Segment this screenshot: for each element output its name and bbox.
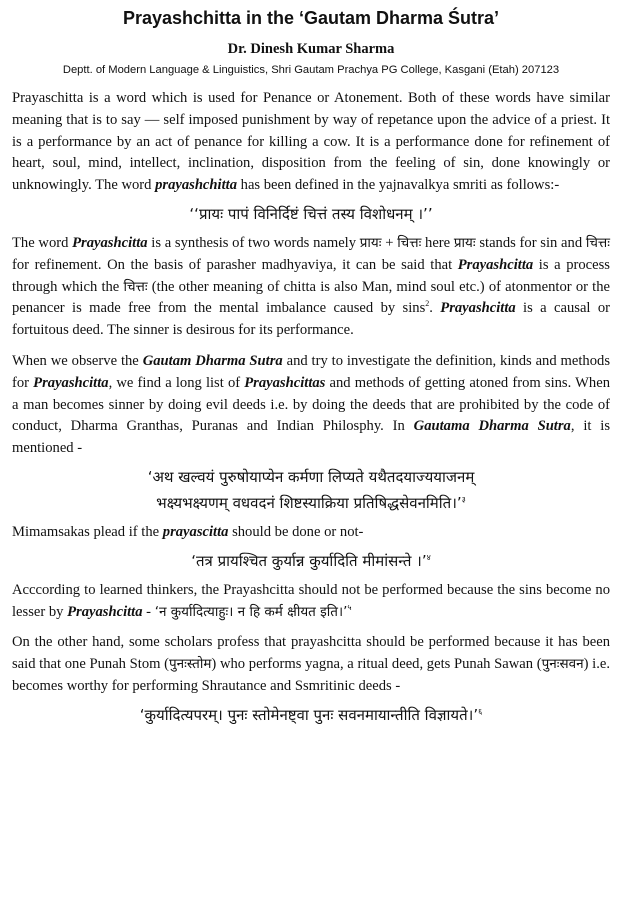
para4-term: prayascitta [162,523,229,540]
para2-term-3: Prayashcitta [440,300,516,317]
para2-text-5: for refinement. On the basis of parasher madhyaviya, it can be said that [12,256,458,273]
para2-devanagari-3: प्रायः [453,234,476,251]
para3-term-3: Prayashcittas [244,374,326,391]
para5-devanagari: ‘न कुर्यादित्याहुः। न हि कर्म क्षीयत इति।’ [154,603,348,620]
para2-text-1: The word [12,234,73,251]
para2-devanagari-4: चित्तः [585,234,610,251]
para3-text-3: , we find a long list of [108,374,245,391]
para2-text-6: is a process through which the [12,256,610,295]
para1-term: prayashchitta [155,177,237,194]
document-page [12,6,610,734]
author-affiliation: Deptt. of Modern Language & Linguistics, Shri Gautam Prachya PG College, Kasgani (Etah) 207123 [62,64,560,76]
footnote-ref-3: ३ [461,494,466,504]
verse-2 [12,464,610,516]
para3-text-4: and methods of getting atoned from sins. When a man becomes sinner by doing evil deeds i.e. by doing the deeds that are prohibited by the code of conduct, Dharma Granthas, Puranas and Indian Philosphy. In [12,374,610,435]
verse-2-line-1: ‘अथ खल्वयं पुरुषोयाप्येन कर्मणा लिप्यते यथैतदयाज्ययाजनम् [147,467,475,486]
para6-text-2: ) who performs yagna, a ritual deed, gets Punah Sawan ( [211,656,542,673]
para3-text-1: When we observe the [12,352,143,369]
para6-devanagari-2: पुनःसवन [541,656,584,673]
footnote-ref-2: 2 [425,299,430,309]
para2-text-9: is a causal or fortuitous deed. The sinner is desirous for its performance. [12,300,610,339]
para2-text-8: . [429,300,441,317]
paragraph-4 [12,522,610,544]
para3-text-5: , it is mentioned - [12,418,611,457]
verse-2-line-2-text: भक्ष्यभक्ष्यणम् वधवदनं शिष्टस्याक्रिया प्रतिषिद्धसेवनमिति।’ [156,493,462,512]
para3-term-1: Gautam Dharma Sutra [142,352,283,369]
author-name: Dr. Dinesh Kumar Sharma [227,41,395,57]
para3-term-2: Prayashcitta [33,374,109,391]
verse-2-line-2 [12,490,610,516]
para2-devanagari-1: प्रायः [359,234,382,251]
para2-text-2: is a synthesis of two words namely [147,234,360,251]
para2-devanagari-5: चित्तः [123,278,148,295]
para5-text-2: - [142,603,155,620]
paragraph-5 [12,580,610,624]
footnote-ref-5: ५ [347,602,352,612]
paragraph-1 [12,88,610,197]
para2-term-2: Prayashcitta [457,256,534,273]
para4-text-1: Mimamsakas plead if the [12,523,163,540]
para2-term-1: Prayashcitta [72,234,148,251]
para1-text-1: Prayaschitta is a word which is used for Penance or Atonement. Both of these words have similar meaning that is to say [12,90,610,128]
para1-text-3: has been defined in the yajnavalkya smriti as follows:- [237,177,560,194]
para2-text-7: (the other meaning of chitta is also Man, mind soul etc.) of atonmentor or the penancer is made free from the mental imbalance caused by sins [12,278,610,317]
footnote-ref-6: ६ [478,706,483,716]
para2-text-3: here [421,234,454,251]
paragraph-6 [12,632,610,697]
verse-3-text: ‘तत्र प्रायश्चित कुर्यान्न कुर्यादिति मीमांसन्ते ।’ [191,551,427,570]
para4-text-2: should be done or not- [228,523,364,540]
verse-1: ‘‘प्रायः पापं विनिर्दिष्टं चित्तं तस्य विशोधनम् ।’’ [189,204,433,223]
para6-devanagari-1: पुनःस्तोम [169,656,212,673]
para5-text-1: Acccording to learned thinkers, the Prayashcitta should not be performed because the sins become no lesser by [12,581,610,620]
paragraph-2 [12,233,610,342]
para3-term-4: Gautama Dharma Sutra [413,418,571,435]
para5-term: Prayashcitta [67,603,143,620]
paper-title: Prayashchitta in the ‘Gautam Dharma Śutra’ [122,8,500,28]
para1-text-2: self imposed punishment by way of repetance upon the advice of a priest. It is a performance by an act of penance for killing a cow. It is a performance done for refinement of heart, soul, mind, intellect, inclination, disposition from the feeling of sin, done knowingly or unknowingly. The word [12,111,610,194]
paragraph-3 [12,351,610,460]
para3-text-2: and try to investigate the definition, kinds and methods for [12,352,611,391]
para1-dash: — [144,111,160,128]
para2-devanagari-2: चित्तः [397,234,422,251]
verse-3 [12,548,610,574]
verse-4-text: ‘कुर्यादित्यपरम्। पुनः स्तोमेनष्ट्वा पुनः सवनमायान्तीति विज्ञायते।’ [139,705,479,724]
para6-text-3: ) i.e. becomes worthy for performing Shrautance and Ssmritinic deeds - [12,656,610,694]
footnote-ref-4: ४ [426,552,431,562]
verse-4 [12,702,610,728]
para6-text-1: On the other hand, some scholars profess that prayashcitta should be performed because it has been said that one Punah Stom ( [12,634,610,673]
para2-text-4: stands for sin and [475,234,586,251]
para2-plus: + [381,234,398,251]
